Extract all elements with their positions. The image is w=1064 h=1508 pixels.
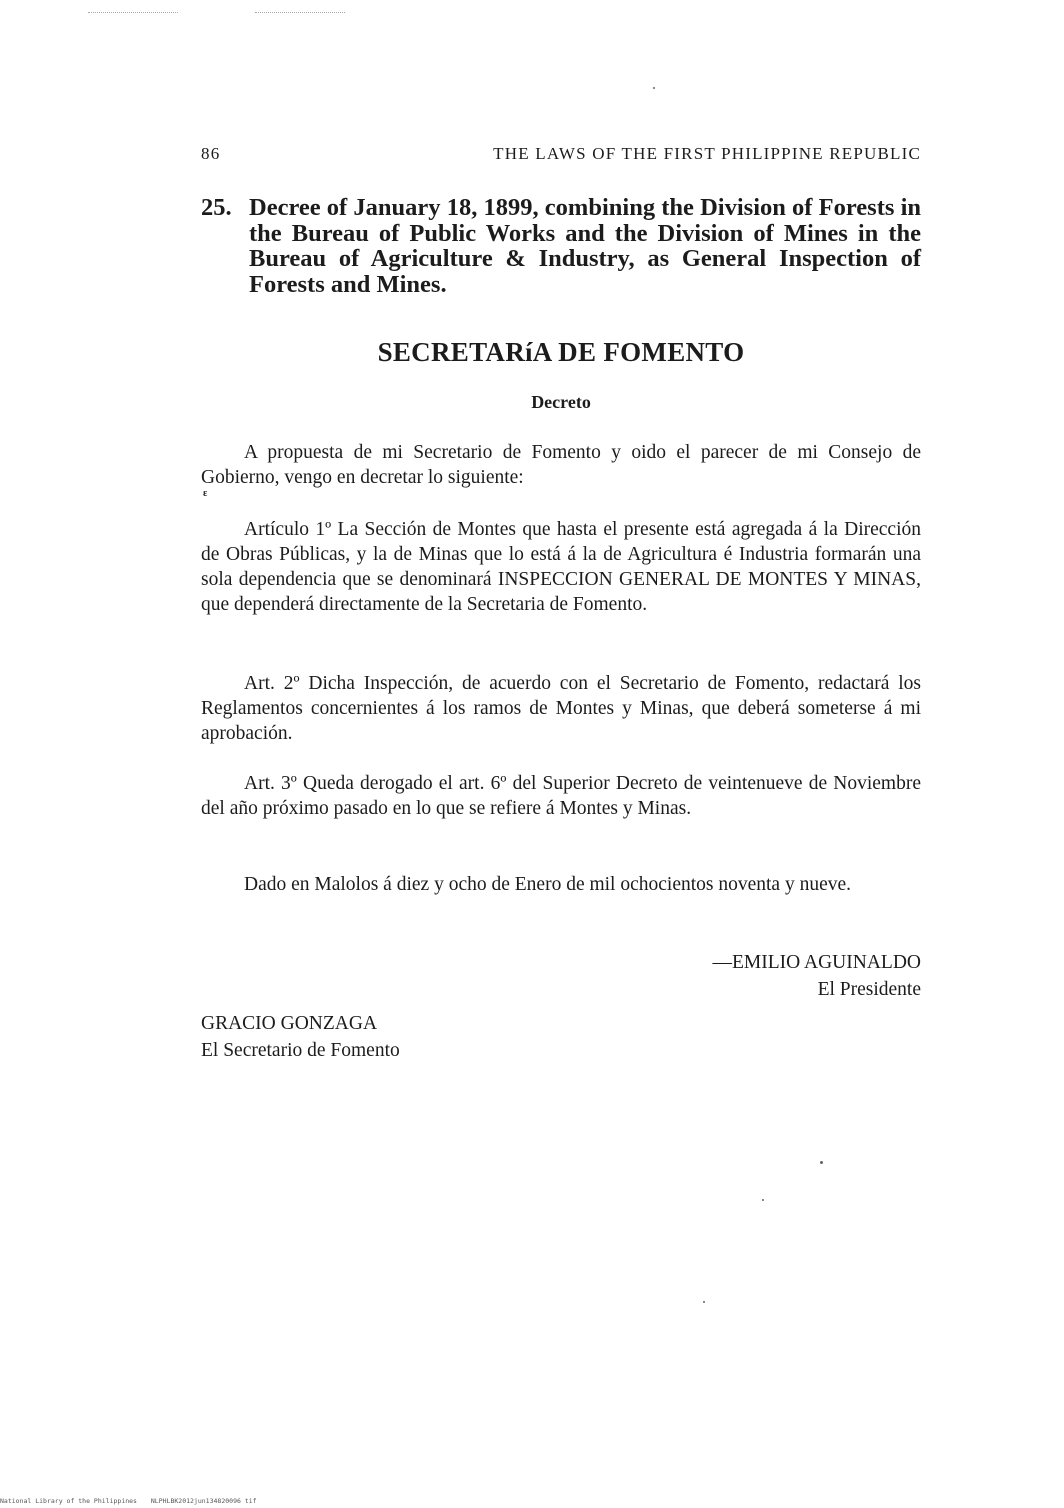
president-signature: [521, 949, 921, 1003]
scan-speck: [703, 1301, 705, 1303]
article-3-paragraph: [201, 771, 921, 821]
article-2-paragraph: [201, 671, 921, 746]
article-1-text: Artículo 1º La Sección de Montes que hasta el presente está agregada á la Dirección de Obras Públicas, y la de Minas que lo está á la de Agricultura é Industria formarán una sola dependencia que se denominará INSPECCION GENERAL DE MONTES Y MINAS, que dependerá directamente de la Secretaria de Fomento.: [201, 519, 921, 615]
article-1-paragraph: [201, 517, 921, 617]
scan-edge-dots: [88, 12, 178, 14]
dado-paragraph: [201, 872, 921, 897]
scan-footer: [0, 1497, 267, 1505]
running-title: THE LAWS OF THE FIRST PHILIPPINE REPUBLIC: [493, 144, 921, 163]
signature-role: El Presidente: [817, 979, 921, 1000]
document-type: Decreto: [531, 392, 591, 412]
dado-text: Dado en Malolos á diez y ocho de Enero de mil ochocientos noventa y nueve.: [244, 874, 852, 895]
scan-speck: [820, 1161, 823, 1164]
decree-heading: [201, 195, 921, 297]
signature-name: —EMILIO AGUINALDO: [712, 952, 921, 973]
office-title: SECRETARíA DE FOMENTO: [377, 337, 745, 367]
scan-speck: [653, 87, 655, 89]
scan-file-id: NLPHLBK2012jun134820096 tif: [150, 1497, 257, 1505]
article-2-text: Art. 2º Dicha Inspección, de acuerdo con el Secretario de Fomento, redactará los Reglamentos concernientes á los ramos de Montes y Minas, que deberá someterse á mi aprobación.: [201, 673, 921, 744]
countersign-name: GRACIO GONZAGA: [201, 1013, 378, 1034]
decree-number: 25.: [201, 194, 232, 221]
intro-text: A propuesta de mi Secretario de Fomento y oido el parecer de mi Consejo de Gobierno, vengo en decretar lo siguiente:: [201, 442, 921, 488]
secretary-countersign: [201, 1010, 601, 1064]
countersign-role: El Secretario de Fomento: [201, 1040, 400, 1061]
page-number: 86: [201, 144, 221, 163]
scan-source: National Library of the Philippines: [0, 1497, 137, 1505]
scan-speck: [762, 1199, 764, 1201]
article-3-text: Art. 3º Queda derogado el art. 6º del Superior Decreto de veintenueve de Noviembre del año próximo pasado en lo que se refiere á Montes y Minas.: [201, 773, 921, 819]
intro-paragraph: [201, 440, 921, 490]
stray-mark: ɛ: [203, 488, 208, 499]
running-header: [201, 144, 921, 170]
decree-title: Decree of January 18, 1899, combining the Division of Forests in the Bureau of Public Works and the Division of Mines in the Bureau of Agriculture & Industry, as General Inspection of Forests and Mines.: [249, 194, 921, 298]
scan-edge-dots: [255, 12, 345, 14]
